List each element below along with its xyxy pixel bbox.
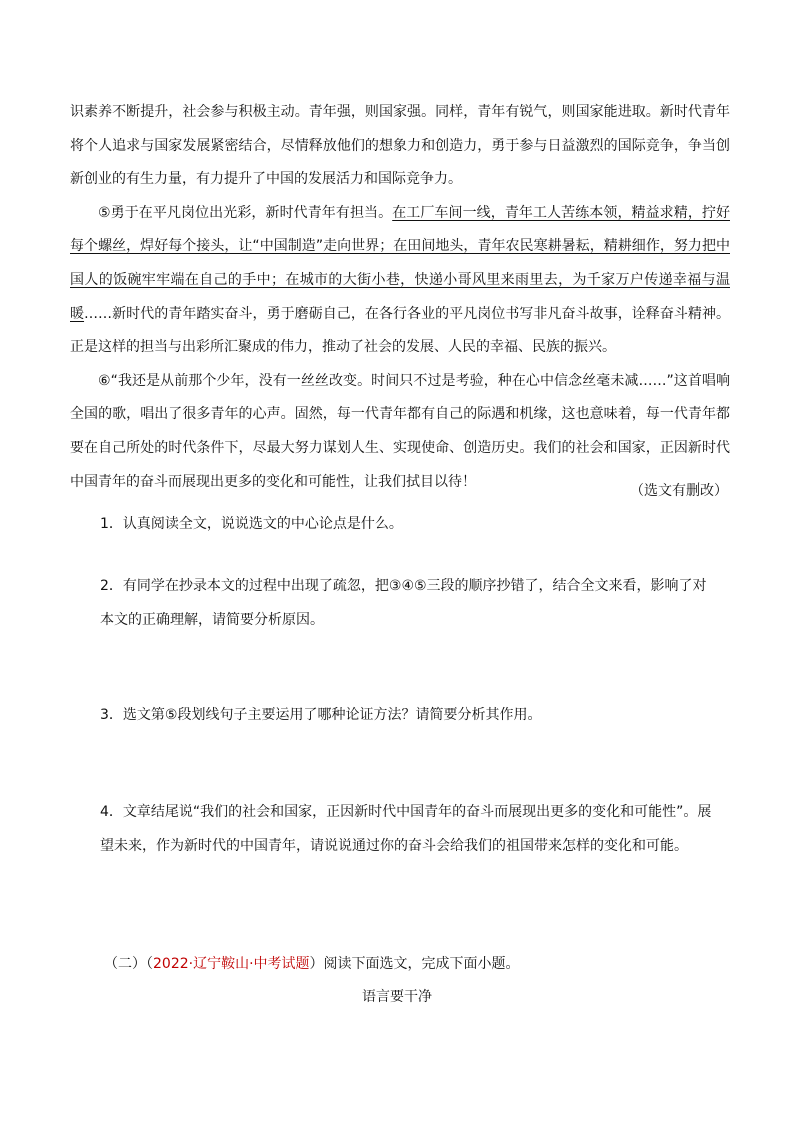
paragraph-5-rest: ……新时代的青年踏实奋斗，勇于磨砺自己，在各行各业的平凡岗位书写非凡奋斗故事，诠释奋斗精神。正是这样的担当与出彩所汇聚成的伟力，推动了社会的发展、人民的幸福、民族的振兴。 bbox=[70, 305, 730, 356]
paragraph-intro: 识素养不断提升，社会参与积极主动。青年强，则国家强。同样，青年有锐气，则国家能进取。新时代青年将个人追求与国家发展紧密结合，尽情释放他们的想象力和创造力，勇于参与日益激烈的国际竞争，争当创新创业的有生力量，有力提升了中国的发展活力和国际竞争力。 bbox=[70, 104, 730, 188]
question-1: 1．认真阅读全文，说说选文的中心论点是什么。 bbox=[100, 516, 403, 532]
question-4: 4．文章结尾说“我们的社会和国家，正因新时代中国青年的奋斗而展现出更多的变化和可能性”。展望未来，作为新时代的中国青年，请说说通过你的奋斗会给我们的祖国带来怎样的变化和可能。 bbox=[100, 804, 712, 854]
edit-note: （选文有删改） bbox=[630, 483, 728, 499]
passage-body bbox=[70, 96, 730, 499]
paragraph-5-lead: ⑤勇于在平凡岗位出光彩，新时代青年有担当。 bbox=[98, 204, 393, 221]
article-title: 语言要干净 bbox=[362, 989, 432, 1005]
section-2-heading: （二）（2022·辽宁鞍山·中考试题）阅读下面选文，完成下面小题。 bbox=[104, 956, 520, 972]
paragraph-5 bbox=[70, 197, 730, 365]
paragraph-6: ⑥“我还是从前那个少年，没有一丝丝改变。时间只不过是考验，种在心中信念丝毫未减……”这首唱响全国的歌，唱出了很多青年的心声。固然，每一代青年都有自己的际遇和机缘，这也意味着，每一代青年都要在自己所处的时代条件下，尽最大努力谋划人生、实现使命、创造历史。我们的社会和国家，正因新时代中国青年的奋斗而展现出更多的变化和可能性，让我们拭目以待！ bbox=[70, 372, 730, 490]
paragraph-5-underlined-sentence: 在工厂车间一线，青年工人苦练本领，精益求精，拧好每个螺丝，焊好每个接头，让“中国制造”走向世界；在田间地头，青年农民寒耕暑耘，精耕细作，努力把中国人的饭碗牢牢端在自己的手中；在城市的大街小巷，快递小哥风里来雨里去，为千家万户传递幸福与温暖 bbox=[70, 204, 730, 322]
question-3: 3．选文第⑤段划线句子主要运用了哪种论证方法？请简要分析其作用。 bbox=[100, 707, 542, 723]
source-label: 2022·辽宁鞍山·中考试题 bbox=[153, 956, 310, 972]
question-2: 2．有同学在抄录本文的过程中出现了疏忽，把③④⑤三段的顺序抄错了，结合全文来看，影响了对本文的正确理解，请简要分析原因。 bbox=[100, 578, 707, 628]
